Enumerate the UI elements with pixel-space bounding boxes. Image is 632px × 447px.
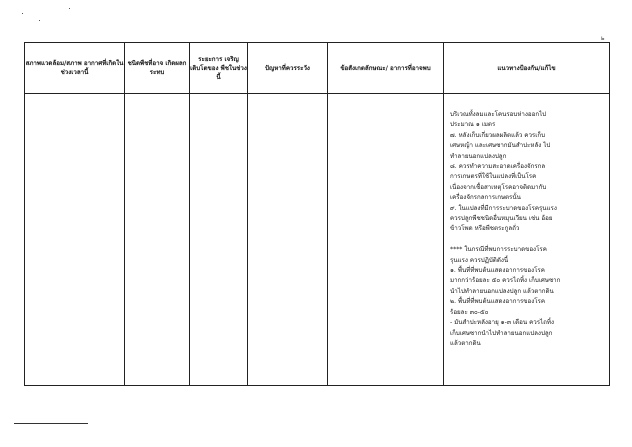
page-number: ь <box>601 35 605 42</box>
guidance-line: เนื่องจากเชื้อสาเหตุโรคอาจติดมากับ <box>450 183 547 191</box>
cell-prevention <box>444 94 610 386</box>
guidance-line: ๘. ควรทำความสะอาดเครื่องจักรกล <box>450 163 546 171</box>
guidance-line: ทำลายนอกแปลงปลูก <box>450 152 507 160</box>
guidance-line: ๒. พื้นที่ที่พบต้นแสดงอาการของโรค <box>450 298 546 306</box>
guidance-line: เศษหญ้า และเศษซากมันสำปะหลัง ไป <box>450 142 551 150</box>
guidance-line: ร้อยละ ๓๐-๕๐ <box>450 308 489 316</box>
crop-guidance-table <box>24 42 610 386</box>
cell-growth-stage <box>190 94 248 386</box>
guidance-line: ๑. พื้นที่ที่พบต้นแสดงอาการของโรค <box>450 267 545 275</box>
guidance-line <box>450 235 605 245</box>
header-environment: สภาพแวดล้อม/สภาพ อากาศที่เกิดในช่วงเวลานี้ <box>25 43 125 94</box>
guidance-line: เก็บเศษซากนำไปทำลายนอกแปลงปลูก <box>450 329 553 337</box>
guidance-line: แล้วตากดิน <box>450 339 481 347</box>
table-row <box>25 94 610 386</box>
guidance-line: การเกษตรที่ใช้ในแปลงที่เป็นโรค <box>450 173 537 181</box>
guidance-line: บริเวณทั้งลมและโคนรอบห่างออกไป <box>450 111 547 118</box>
scan-speck <box>22 13 23 14</box>
footnote-rule <box>14 423 88 424</box>
header-problems: ปัญหาที่ควรระวัง <box>248 43 328 94</box>
guidance-line: นำไปทำลายนอกแปลงปลูก แล้วตากดิน <box>450 287 554 295</box>
scan-speck <box>69 8 70 9</box>
header-prevention: แนวทางป้องกัน/แก้ไข <box>444 43 610 94</box>
cell-affected-crops <box>125 94 190 386</box>
guidance-line: มากกว่าร้อยละ ๕๐ ควรไถทิ้ง เก็บเศษซาก <box>450 277 561 285</box>
guidance-line: เครื่องจักรกลการเกษตรนั้น <box>450 194 521 202</box>
guidance-line: ประมาณ ๑ เมตร <box>450 121 496 129</box>
guidance-line: **** ในกรณีที่พบการระบาดของโรค <box>450 246 547 254</box>
guidance-line: - มันสำปะหลังอายุ ๑-๓ เดือน ควรไถทิ้ง <box>450 319 554 327</box>
header-growth-stage: ระยะการ เจริญเติบโตของ พืชในช่วงนี้ <box>190 43 248 94</box>
cell-problems <box>248 94 328 386</box>
guidance-line: ๗. หลังเก็บเกี่ยวผลผลิตแล้ว ควรเก็บ <box>450 131 546 139</box>
guidance-line: ๙. ในแปลงที่มีการระบาดของโรครุนแรง <box>450 204 557 212</box>
guidance-line: ควรปลูกพืชชนิดอื่นหมุนเวียน เช่น อ้อย <box>450 215 553 223</box>
scan-speck <box>39 20 40 21</box>
table-header-row <box>25 43 610 94</box>
cell-symptoms <box>328 94 444 386</box>
prevention-guidance-text <box>444 94 609 349</box>
header-symptoms: ข้อสังเกตลักษณะ/ อาการที่อาจพบ <box>328 43 444 94</box>
guidance-line: รุนแรง ควรปฏิบัติดังนี้ <box>450 256 509 264</box>
header-affected-crops: ชนิดพืชที่อาจ เกิดผลกระทบ <box>125 43 190 94</box>
cell-environment <box>25 94 125 386</box>
guidance-line: ข้าวโพด หรือพืชตระกูลถั่ว <box>450 225 520 233</box>
